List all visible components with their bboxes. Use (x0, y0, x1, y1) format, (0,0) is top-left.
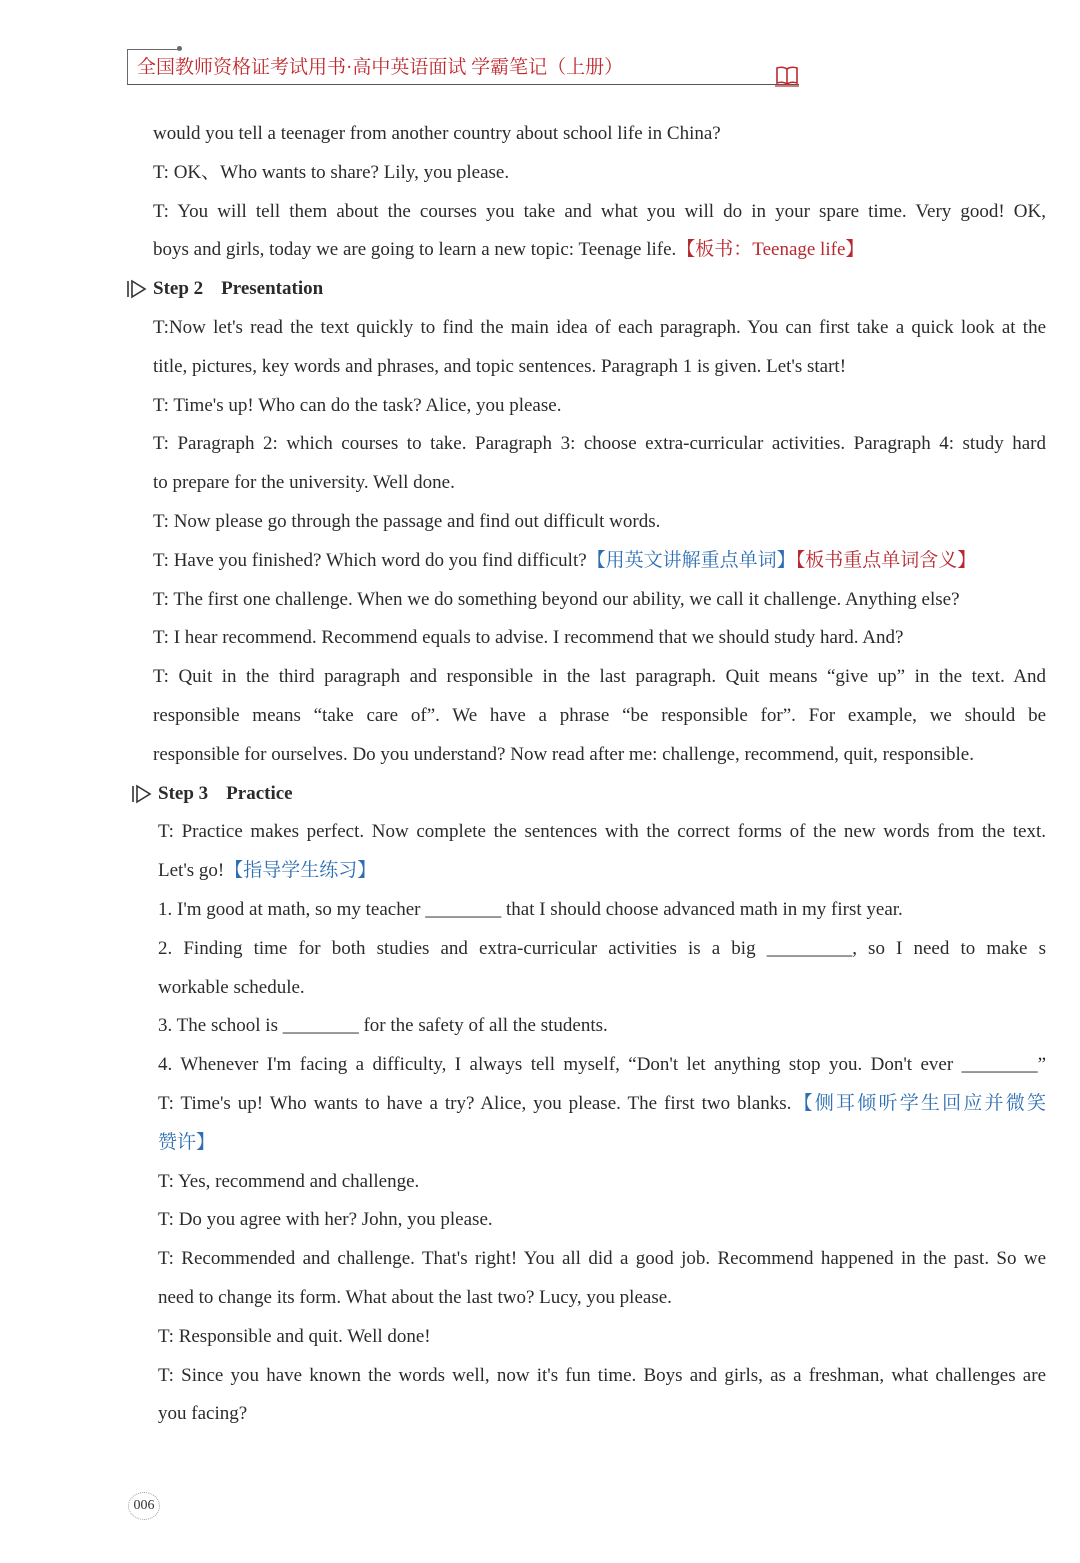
text-line: responsible for ourselves. Do you understand? Now read after me: challenge, recommend, quit, responsible. (153, 743, 974, 765)
board-note: 【板书重点单词含义】 (795, 549, 977, 571)
text-line: T: Yes, recommend and challenge. (158, 1170, 420, 1192)
text-line: responsible means “take care of”. We have a phrase “be responsible for”. For example, we should be (153, 704, 1046, 726)
step-label: Step 2 (153, 278, 204, 300)
teaching-note: 【用英文讲解重点单词】 (586, 549, 796, 571)
text-line: T: Paragraph 2: which courses to take. Paragraph 3: choose extra-curricular activities. Paragraph 4: study hard (153, 433, 1046, 455)
step-heading (153, 775, 1046, 814)
text-line (153, 852, 1046, 891)
text-line: T: Now please go through the passage and find out difficult words. (153, 510, 661, 532)
exercise-item: 1. I'm good at math, so my teacher ________ that I should choose advanced math in my first year. (158, 898, 903, 920)
text-line: T: Practice makes perfect. Now complete the sentences with the correct forms of the new words from the text. (158, 821, 1046, 843)
exercise-item: 3. The school is ________ for the safety of all the students. (158, 1015, 608, 1037)
exercise-item: 4. Whenever I'm facing a difficulty, I always tell myself, “Don't let anything stop you. Don't ever ________” (158, 1054, 1046, 1076)
exercise-item: 2. Finding time for both studies and extra-curricular activities is a big _________, so I need to make s (158, 937, 1046, 959)
teaching-note: 【指导学生练习】 (224, 860, 377, 882)
teaching-note: 【侧耳倾听学生回应并微笑 (791, 1092, 1046, 1114)
text-line: T: You will tell them about the courses you take and what you will do in your spare time. Very good! OK, (153, 200, 1046, 222)
line-text: Let's go! (158, 860, 225, 882)
step-title: Presentation (221, 278, 324, 300)
text-line (153, 1124, 1046, 1163)
text-line: you facing? (158, 1403, 248, 1425)
text-line: T: Recommended and challenge. That's right! You all did a good job. Recommend happened in the past. So we (158, 1248, 1046, 1270)
text-line: T: Time's up! Who can do the task? Alice, you please. (153, 394, 562, 416)
text-line: workable schedule. (158, 976, 305, 998)
line-text: T: Have you finished? Which word do you find difficult? (153, 549, 587, 571)
page-number: 006 (128, 1492, 160, 1520)
text-line: T: Quit in the third paragraph and responsible in the last paragraph. Quit means “give up” in the text. And (153, 666, 1046, 688)
line-text: boys and girls, today we are going to learn a new topic: Teenage life. (153, 239, 677, 261)
text-line: T:Now let's read the text quickly to find the main idea of each paragraph. You can first take a quick look at the (153, 316, 1046, 338)
step-label: Step 3 (158, 782, 209, 804)
text-line (153, 542, 1046, 581)
teaching-note: 赞许】 (158, 1131, 216, 1153)
book-icon (774, 64, 800, 88)
text-line: T: OK、Who wants to share? Lily, you please. (153, 161, 510, 183)
text-line (153, 231, 1046, 270)
play-icon (126, 279, 148, 299)
line-text: T: Time's up! Who wants to have a try? Alice, you please. The first two blanks. (158, 1092, 792, 1114)
text-line: T: The first one challenge. When we do something beyond our ability, we call it challenge. Anything else? (153, 588, 960, 610)
text-line: T: Do you agree with her? John, you please. (158, 1209, 493, 1231)
text-line: title, pictures, key words and phrases, and topic sentences. Paragraph 1 is given. Let's start! (153, 355, 847, 377)
text-line: T: I hear recommend. Recommend equals to advise. I recommend that we should study hard. And? (153, 627, 904, 649)
text-line: T: Responsible and quit. Well done! (158, 1325, 431, 1347)
book-title: 全国教师资格证考试用书·高中英语面试 学霸笔记（上册） (137, 57, 624, 78)
text-line: would you tell a teenager from another country about school life in China? (153, 123, 721, 144)
page-body (153, 115, 1046, 1434)
play-icon (131, 784, 153, 804)
text-line (153, 1085, 1046, 1124)
text-line: to prepare for the university. Well done. (153, 472, 455, 494)
text-line: need to change its form. What about the last two? Lucy, you please. (158, 1286, 672, 1308)
step-title: Practice (226, 782, 293, 804)
step-heading (153, 270, 1046, 309)
text-line: T: Since you have known the words well, now it's fun time. Boys and girls, as a freshman, what challenges are (158, 1364, 1046, 1386)
board-note: 【板书：Teenage life】 (676, 239, 865, 261)
